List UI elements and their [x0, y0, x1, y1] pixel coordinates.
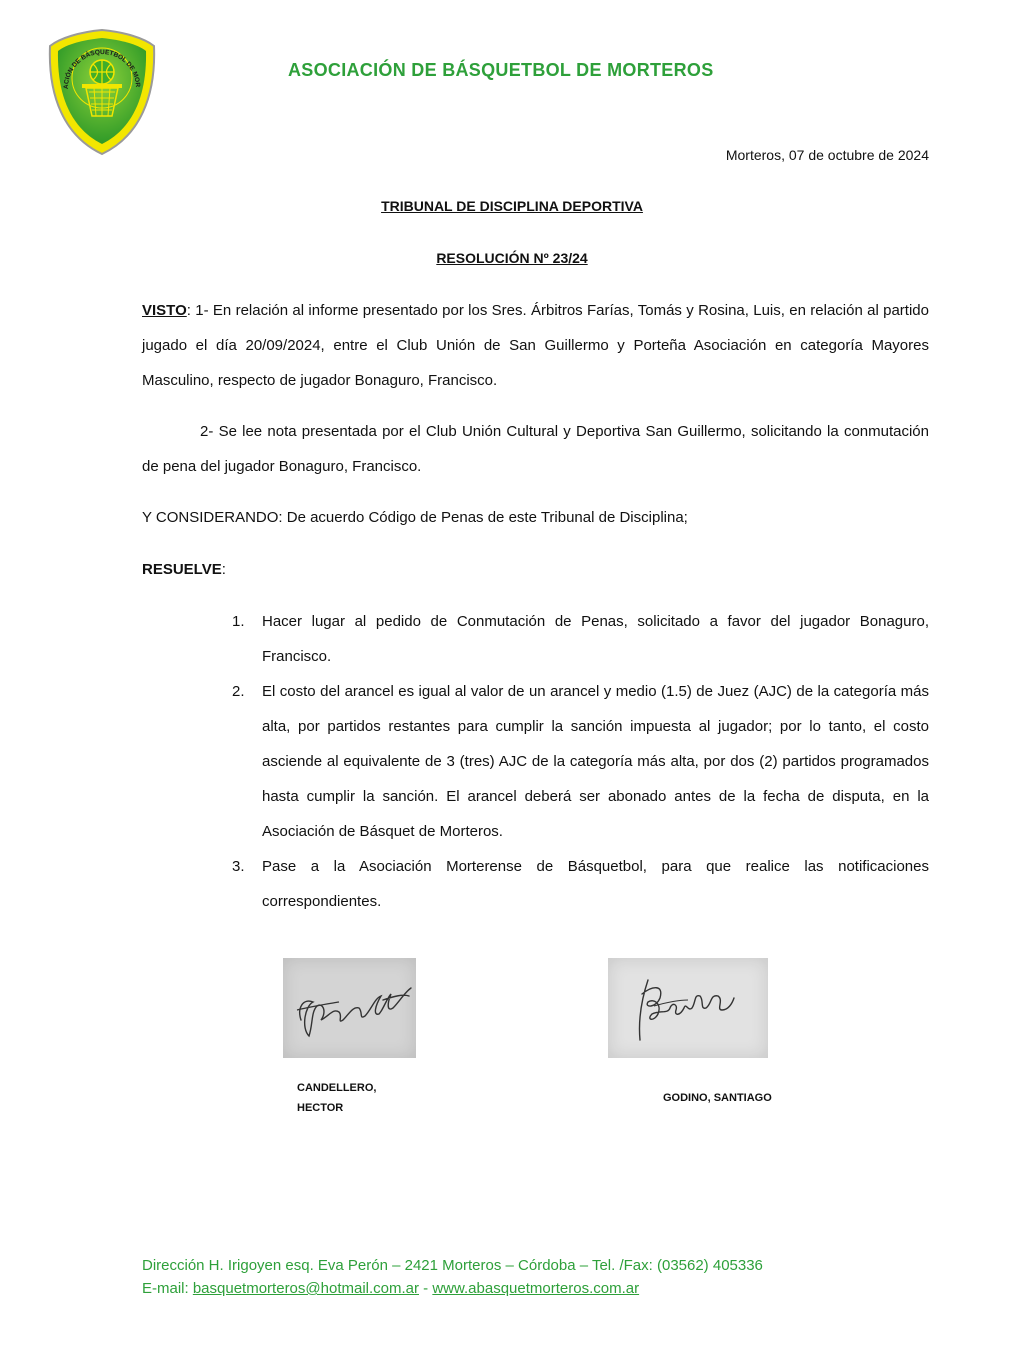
item-number: 2. — [232, 683, 245, 700]
visto-text: : 1- En relación al informe presentado por los Sres. Árbitros Farías, Tomás y Rosina, Luis, en relación al partido jugado el día 20/09/2024, entre el Club Unión de San Guillermo y Porteña Asociación en categoría Mayores Masculino, respecto de jugador Bonaguro, Francisco. — [142, 302, 929, 389]
item-text: Hacer lugar al pedido de Conmutación de Penas, solicitado a favor del jugador Bonaguro, Francisco. — [262, 613, 929, 665]
signer-name-right: GODINO, SANTIAGO — [663, 1092, 772, 1104]
signer-name-left: CANDELLERO, HECTOR — [297, 1082, 377, 1114]
tribunal-heading: TRIBUNAL DE DISCIPLINA DEPORTIVA — [381, 198, 643, 214]
association-logo — [44, 26, 160, 158]
email-link[interactable]: basquetmorteros@hotmail.com.ar — [192, 1280, 419, 1297]
visto-label: VISTO — [142, 302, 187, 319]
website-link[interactable]: www.abasquetmorteros.com.ar — [432, 1280, 640, 1297]
considerando-paragraph: Y CONSIDERANDO: De acuerdo Código de Penas de este Tribunal de Disciplina; — [142, 509, 688, 526]
svg-text:ASOCIACIÓN DE BÁSQUETBOL DE MO: ACIÓN DE BÁSQUETBOL DE MOR — [62, 48, 142, 90]
signature-godino — [608, 958, 768, 1058]
item-number: 3. — [232, 858, 245, 875]
resolution-item — [232, 674, 929, 849]
email-label: E-mail: — [142, 1280, 193, 1297]
resuelve-colon: : — [221, 561, 226, 578]
organization-name: ASOCIACIÓN DE BÁSQUETBOL DE MORTEROS — [288, 60, 714, 80]
resuelve-heading — [142, 552, 929, 587]
resolution-list — [232, 604, 929, 919]
footer-separator: - — [419, 1280, 433, 1297]
footer-contact — [142, 1277, 763, 1300]
signature-candellero — [283, 958, 416, 1058]
resolution-heading: RESOLUCIÓN Nº 23/24 — [436, 250, 588, 266]
document-date: Morteros, 07 de octubre de 2024 — [725, 147, 929, 163]
item-text: Pase a la Asociación Morterense de Básquetbol, para que realice las notificaciones correspondientes. — [262, 858, 929, 910]
footer-address: Dirección H. Irigoyen esq. Eva Perón – 2421 Morteros – Córdoba – Tel. /Fax: (03562) 405336 — [142, 1257, 763, 1274]
visto-paragraph — [142, 293, 929, 398]
resolution-item — [232, 849, 929, 919]
item-text: El costo del arancel es igual al valor de un arancel y medio (1.5) de Juez (AJC) de la categoría más alta, por partidos restantes para cumplir la sanción impuesta al jugador; por lo tanto, el costo asciende al equivalente de 3 (tres) AJC de la categoría más alta, por dos (2) partidos programados hasta cumplir la sanción. El arancel deberá ser abonado antes de la fecha de disputa, en la Asociación de Básquet de Morteros. — [262, 683, 929, 840]
resuelve-label: RESUELVE — [142, 561, 222, 578]
item-number: 1. — [232, 613, 245, 630]
footer — [142, 1254, 763, 1300]
visto-point-2: 2- Se lee nota presentada por el Club Unión Cultural y Deportiva San Guillermo, solicitando la conmutación de pena del jugador Bonaguro, Francisco. — [142, 423, 929, 475]
resolution-item — [232, 604, 929, 674]
